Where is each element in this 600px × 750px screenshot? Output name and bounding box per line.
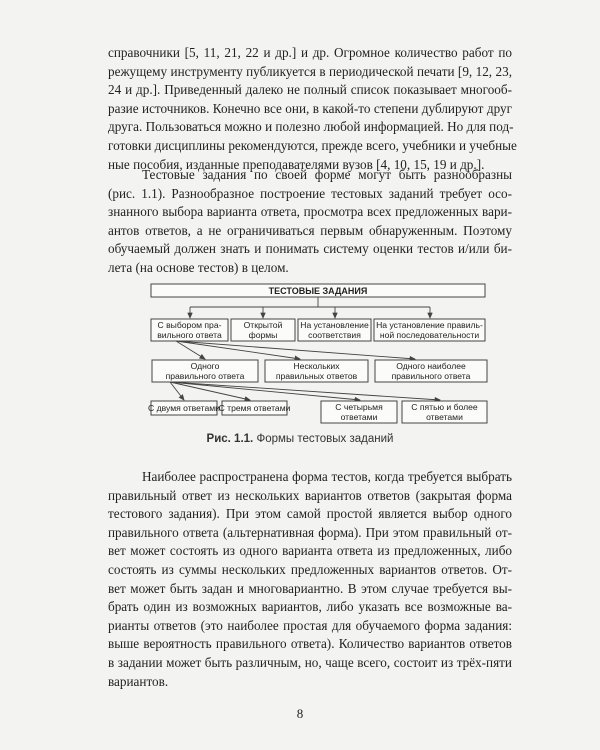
row1-3-line2: ной последовательности bbox=[379, 330, 480, 340]
paragraph-line: правильного ответа (альтернативная форма). При этом правильный от- bbox=[108, 524, 512, 540]
paragraph-line: обучаемый должен знать и понимать систему оценки тестов и/или би- bbox=[108, 241, 512, 257]
paragraph-3 bbox=[108, 468, 512, 691]
paragraph-line: выше вероятность правильного ответа). Количество вариантов ответов bbox=[108, 636, 512, 652]
caption-label: Рис. 1.1. bbox=[206, 433, 254, 445]
row3-box-2 bbox=[321, 401, 397, 423]
paragraph-line: антов ответов, а не ограничиваться первым обнаруженным. Поэтому bbox=[108, 222, 512, 238]
row2-0-line2: правильного ответа bbox=[165, 371, 245, 381]
caption-text: Формы тестовых заданий bbox=[253, 433, 394, 445]
row3-1-line1: С тремя ответами bbox=[218, 403, 291, 413]
row3-box-1 bbox=[219, 401, 291, 415]
row1-box-0 bbox=[151, 319, 228, 341]
row2-2-line2: правильного ответа bbox=[391, 371, 471, 381]
row2-box-1 bbox=[265, 360, 368, 382]
row3-2-line1: С четырьмя bbox=[335, 402, 383, 412]
paragraph-line: рианты ответов (это наиболее простая для обучаемого форма задания: bbox=[108, 617, 512, 633]
figure-caption bbox=[0, 433, 600, 445]
paragraph-line: знанного выбора варианта ответа, просмотра всех предложенных вари- bbox=[108, 204, 512, 220]
paragraph-line: вариантов. bbox=[108, 673, 169, 689]
row1-2-line1: На установление bbox=[300, 320, 369, 330]
row1-1-line2: формы bbox=[248, 330, 278, 340]
row1-0-line2: вильного ответа bbox=[157, 330, 222, 340]
diagram-title: ТЕСТОВЫЕ ЗАДАНИЯ bbox=[268, 286, 368, 296]
row3-3-line2: ответами bbox=[426, 412, 463, 422]
row3-2-line2: ответами bbox=[340, 412, 378, 422]
paragraph-line: друга. Пользоваться можно и полезно любой информацией. Но для под- bbox=[108, 119, 514, 135]
paragraph-line: 24 и др.]. Приведенный далеко не полный список показывает многооб- bbox=[108, 82, 512, 98]
paragraph-line: Наиболее распространена форма тестов, когда требуется выбрать bbox=[142, 469, 512, 484]
paragraph-line: готовки дисциплины рекомендуются, прежде всего, учебники и учебные bbox=[108, 137, 517, 153]
row2-0-line1: Одного bbox=[190, 361, 220, 371]
paragraph-line: Тестовые задания по своей форме могут быть разнообразны bbox=[142, 167, 512, 182]
row3-3-line1: С пятью и более bbox=[411, 402, 478, 412]
row1-2-line2: соответствия bbox=[308, 330, 361, 340]
row2-box-2 bbox=[375, 360, 487, 382]
row2-box-0 bbox=[152, 360, 258, 382]
paragraph-line: режущему инструменту публикуется в периодической печати [9, 12, 23, bbox=[108, 63, 512, 79]
paragraph-line: тестового задания). При этом самой простой является выбор одного bbox=[108, 506, 512, 522]
paragraph-line: (рис. 1.1). Разнообразное построение тестовых заданий требует осо- bbox=[108, 185, 512, 201]
paragraph-line: состоять из суммы нескольких предложенных вариантов ответов. От- bbox=[108, 561, 512, 577]
row1-to-row2-arrows bbox=[176, 341, 415, 359]
title-connectors bbox=[190, 297, 430, 318]
row1-3-line1: На установление правиль- bbox=[376, 320, 483, 330]
paragraph-line: лета (на основе тестов) в целом. bbox=[108, 259, 289, 275]
row2-2-line1: Одного наиболее bbox=[396, 361, 466, 371]
diagram-title-box bbox=[151, 284, 485, 297]
row3-box-3 bbox=[402, 401, 487, 423]
paragraph-line: правильный ответ из нескольких вариантов ответов (закрытая форма bbox=[108, 487, 512, 503]
row2-1-line2: правильных ответов bbox=[275, 371, 358, 381]
row3-0-line1: С двумя ответами bbox=[148, 403, 220, 413]
paragraph-line: вет может состоять из одного варианта ответа из предложенных, либо bbox=[108, 543, 512, 559]
row3-box-0 bbox=[148, 401, 220, 415]
paragraph-line: ные пособия, изданные преподавателями вузов [4, 10, 15, 19 и др.]. bbox=[108, 156, 485, 172]
paragraph-line: справочники [5, 11, 21, 22 и др.] и др. Огромное количество работ по bbox=[108, 45, 512, 60]
row2-1-line1: Нескольких bbox=[293, 361, 340, 371]
paragraph-line: вет может быть задан и многовариантно. В этом случае требуется вы- bbox=[108, 580, 512, 596]
page-number: 8 bbox=[296, 706, 304, 721]
row2-to-row3-arrows bbox=[170, 382, 440, 400]
row1-box-1 bbox=[231, 319, 295, 341]
row1-box-3 bbox=[374, 319, 485, 341]
paragraph-line: разие источников. Конечно все они, в какой-то степени дублируют друг bbox=[108, 100, 512, 116]
paragraph-line: в задании может быть различным, но, чаще всего, состоит из трёх-пяти bbox=[108, 654, 512, 670]
row1-1-line1: Открытой bbox=[243, 320, 283, 330]
paragraph-line: брать один из возможных вариантов, либо указать все возможные ва- bbox=[108, 599, 512, 615]
row1-0-line1: С выбором пра- bbox=[157, 320, 222, 330]
row1-box-2 bbox=[298, 319, 371, 341]
